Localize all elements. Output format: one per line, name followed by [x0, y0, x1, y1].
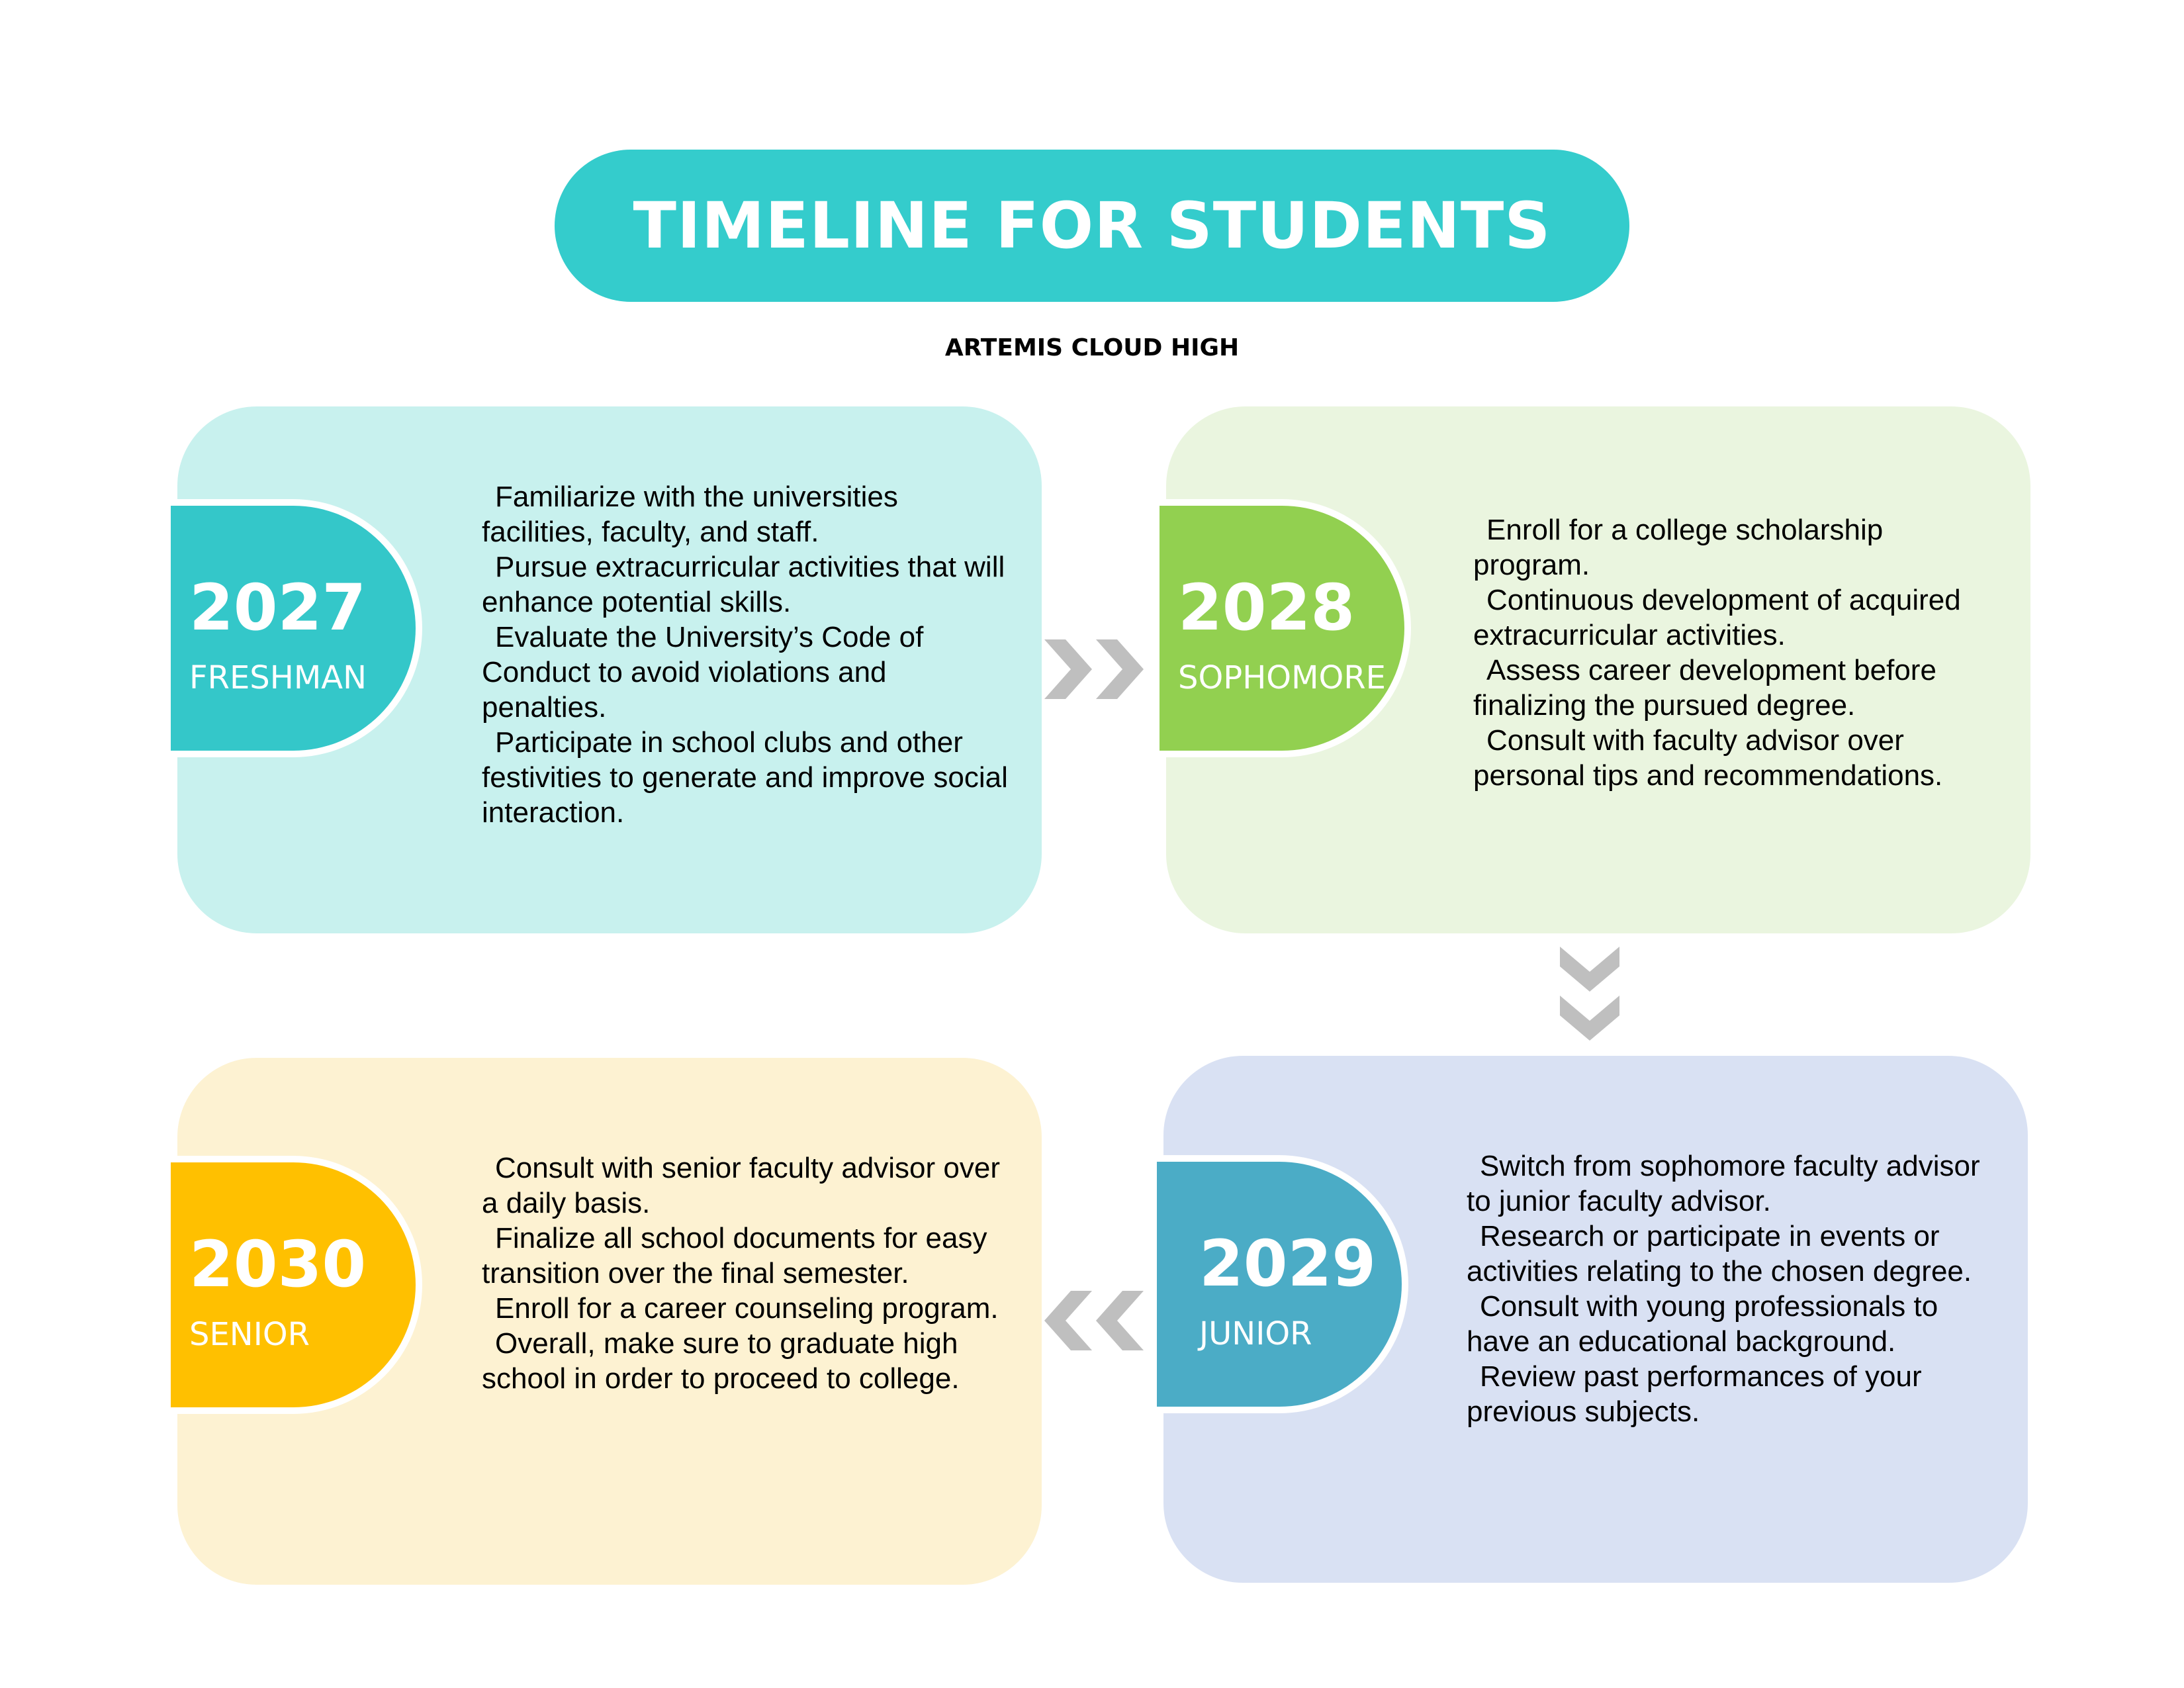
grade-label: SOPHOMORE: [1178, 659, 1386, 696]
title-banner: [555, 150, 1629, 302]
page-title: TIMELINE FOR STUDENTS: [633, 189, 1551, 263]
stage-item: Participate in school clubs and other festivities to generate and improve social interaction.: [482, 726, 1008, 829]
stage-item: Pursue extracurricular activities that will enhance potential skills.: [482, 551, 1005, 618]
stage-item: Enroll for a career counseling program.: [495, 1292, 999, 1325]
stage-card-sophomore: [1166, 406, 2030, 933]
stage-items: [1473, 512, 2003, 793]
year-label: 2029: [1199, 1227, 1377, 1301]
stage-item: Research or participate in events or activities relating to the chosen degree.: [1467, 1220, 1972, 1288]
stage-item: Consult with senior faculty advisor over a daily basis.: [482, 1152, 1000, 1219]
stage-items: [482, 1150, 1011, 1396]
stage-card-freshman: [177, 406, 1042, 933]
stage-item: Enroll for a college scholarship program.: [1473, 514, 1884, 581]
chevron-right-icon: [1044, 639, 1150, 699]
year-tab: [1157, 1155, 1408, 1413]
stage-item: Switch from sophomore faculty advisor to junior faculty advisor.: [1467, 1150, 1980, 1217]
year-tab: [171, 1156, 422, 1414]
year-tab: [1160, 499, 1411, 757]
chevron-down-icon: [1560, 947, 1619, 1046]
stage-card-senior: [177, 1058, 1042, 1585]
stage-item: Familiarize with the universities facilities, faculty, and staff.: [482, 481, 898, 548]
stage-item: Continuous development of acquired extracurricular activities.: [1473, 584, 1961, 651]
stage-item: Consult with young professionals to have an educational background.: [1467, 1290, 1938, 1358]
grade-label: SENIOR: [189, 1316, 310, 1353]
school-name: ARTEMIS CLOUD HIGH: [944, 334, 1240, 361]
stage-items: [1467, 1149, 2003, 1429]
stage-item: Review past performances of your previous subjects.: [1467, 1360, 1922, 1428]
stage-item: Evaluate the University’s Code of Conduct to avoid violations and penalties.: [482, 621, 924, 724]
stage-item: Overall, make sure to graduate high school in order to proceed to college.: [482, 1327, 960, 1395]
stage-card-junior: [1163, 1056, 2028, 1583]
year-label: 2030: [189, 1227, 367, 1301]
stage-item: Assess career development before finalizing the pursued degree.: [1473, 654, 1936, 722]
stage-items: [482, 479, 1011, 830]
stage-item: Consult with faculty advisor over personal tips and recommendations.: [1473, 724, 1943, 792]
year-label: 2028: [1178, 571, 1355, 645]
grade-label: JUNIOR: [1199, 1315, 1312, 1352]
year-tab: [171, 499, 422, 757]
year-label: 2027: [189, 571, 367, 645]
chevron-left-icon: [1044, 1291, 1150, 1350]
grade-label: FRESHMAN: [189, 659, 367, 696]
stage-item: Finalize all school documents for easy transition over the final semester.: [482, 1222, 987, 1289]
